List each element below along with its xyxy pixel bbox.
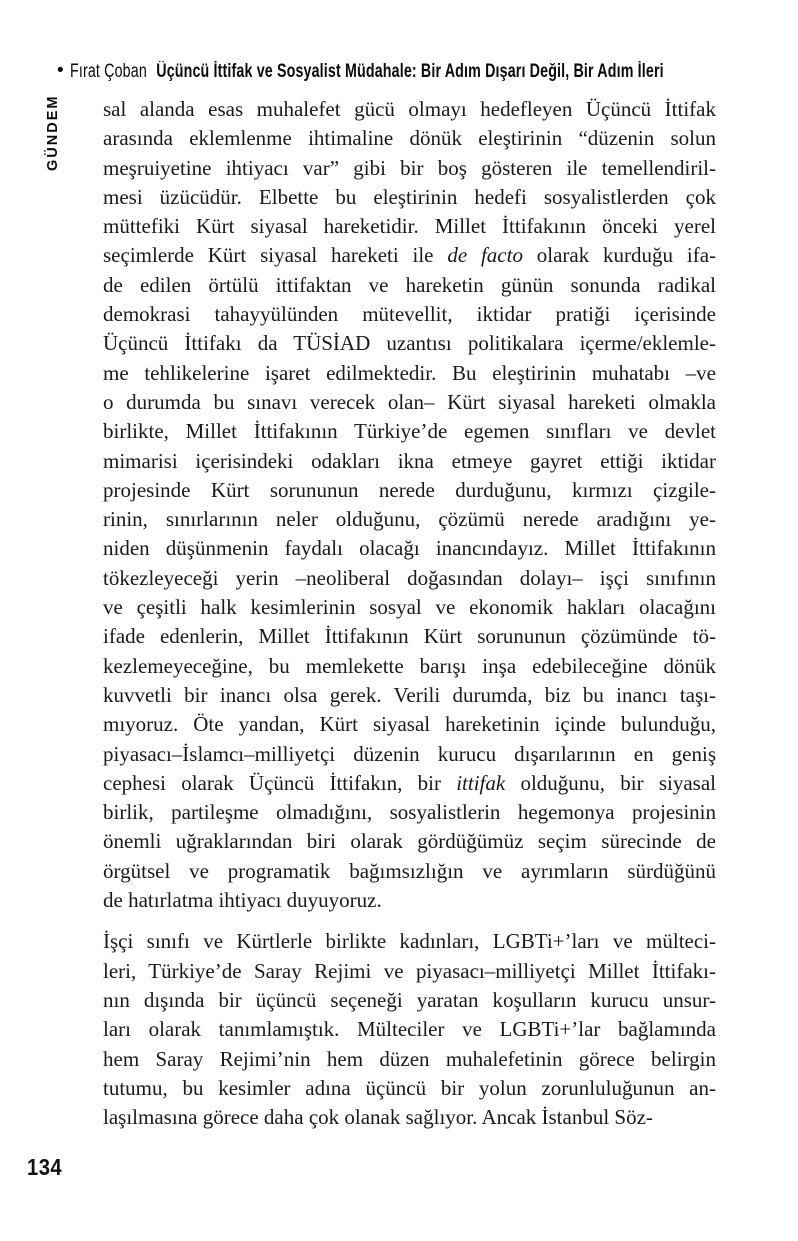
text-line: birlikte, Millet İttifakının Türkiye’de egemen sınıfları ve devlet (103, 419, 716, 444)
text-line: projesinde Kürt sorununun nerede durduğunu, kırmızı çizgile- (103, 477, 716, 502)
text-line: leri, Türkiye’de Saray Rejimi ve piyasacı–milliyetçi Millet İttifakı- (103, 958, 716, 983)
body-text (103, 95, 716, 1132)
author-name: Fırat Çoban (69, 61, 147, 82)
bullet-icon: • (57, 60, 64, 81)
text-line: de hatırlatma ihtiyacı duyuyoruz. (103, 888, 382, 913)
text-line: piyasacı–İslamcı–milliyetçi düzenin kurucu dışarılarının en geniş (103, 741, 716, 766)
text-line: sal alanda esas muhalefet gücü olmayı hedefleyen Üçüncü İttifak (103, 97, 716, 121)
text-line: ve çeşitli halk kesimlerinin sosyal ve ekonomik hakları olacağını (103, 595, 716, 620)
text-line: rinin, sınırlarının neler olduğunu, çözümü nerede aradığını ye- (103, 507, 716, 532)
text-line: mıyoruz. Öte yandan, Kürt siyasal hareketinin içinde bulunduğu, (103, 712, 716, 737)
text-line: cephesi olarak Üçüncü İttifakın, bir ittifak olduğunu, bir siyasal (103, 770, 716, 795)
text-line: Üçüncü İttifakı da TÜSİAD uzantısı politikalara içerme/eklemle- (103, 331, 716, 356)
text-line: kezlemeyeceğine, bu memlekette barışı inşa edebileceğine dönük (103, 653, 716, 678)
text-line: niden düşünmenin faydalı olacağı inancındayız. Millet İttifakının (103, 536, 716, 561)
text-line: mimarisi içerisindeki odakları ikna etmeye gayret ettiği iktidar (103, 448, 716, 473)
text-line: hem Saray Rejimi’nin hem düzen muhalefetinin görece belirgin (103, 1046, 716, 1071)
page-number: 134 (27, 1154, 63, 1180)
text-line: örgütsel ve programatik bağımsızlığın ve ayrımların sürdüğünü (103, 858, 716, 883)
text-line: İşçi sınıfı ve Kürtlerle birlikte kadınları, LGBTi+’ları ve mülteci- (103, 929, 716, 954)
text-line: kuvvetli bir inancı olsa gerek. Verili durumda, biz bu inancı taşı- (103, 682, 716, 707)
header-text (70, 61, 664, 82)
text-line: müttefiki Kürt siyasal hareketidir. Millet İttifakının önceki yerel (103, 214, 716, 239)
text-line: demokrasi tahayyülünden mütevellit, iktidar pratiği içerisinde (103, 302, 716, 327)
text-line: mesi üzücüdür. Elbette bu eleştirinin hedefi sosyalistlerden çok (103, 184, 716, 209)
page-header (57, 61, 798, 82)
paragraph (103, 927, 716, 1132)
text-line: tökezleyeceği yerin –neoliberal doğasından dolayı– işçi sınıfının (103, 565, 716, 590)
text-line: me tehlikelerine işaret edilmektedir. Bu eleştirinin muhatabı –ve (103, 360, 716, 385)
text-line: seçimlerde Kürt siyasal hareketi ile de facto olarak kurduğu ifa- (103, 243, 716, 268)
text-line: de edilen örtülü ittifaktan ve hareketin günün sonunda radikal (103, 272, 716, 297)
text-line: tutumu, bu kesimler adına üçüncü bir yolun zorunluluğunun an- (103, 1075, 716, 1100)
paragraph (103, 95, 716, 915)
article-title: Üçüncü İttifak ve Sosyalist Müdahale: Bir Adım Dışarı Değil, Bir Adım İleri (155, 61, 664, 82)
text-line: laşılmasına görece daha çok olanak sağlıyor. Ancak İstanbul Söz- (103, 1105, 653, 1130)
text-line: nın dışında bir üçüncü seçeneği yaratan koşulların kurucu unsur- (103, 987, 716, 1012)
text-line: birlik, partileşme olmadığını, sosyalistlerin hegemonya projesinin (103, 800, 716, 825)
text-line: önemli uğraklarından biri olarak gördüğümüz seçim sürecinde de (103, 829, 716, 854)
text-line: ifade edenlerin, Millet İttifakının Kürt sorununun çözümünde tö- (103, 624, 716, 649)
section-label-vertical: GÜNDEM (45, 94, 61, 171)
text-line: ları olarak tanımlamıştık. Mülteciler ve LGBTi+’lar bağlamında (103, 1017, 716, 1042)
text-line: arasında eklemlenme ihtimaline dönük eleştirinin “düzenin solun (103, 126, 716, 151)
text-line: o durumda bu sınavı verecek olan– Kürt siyasal hareketi olmakla (103, 389, 716, 414)
text-line: meşruiyetine ihtiyacı var” gibi bir boş gösteren ile temellendiril- (103, 155, 716, 180)
